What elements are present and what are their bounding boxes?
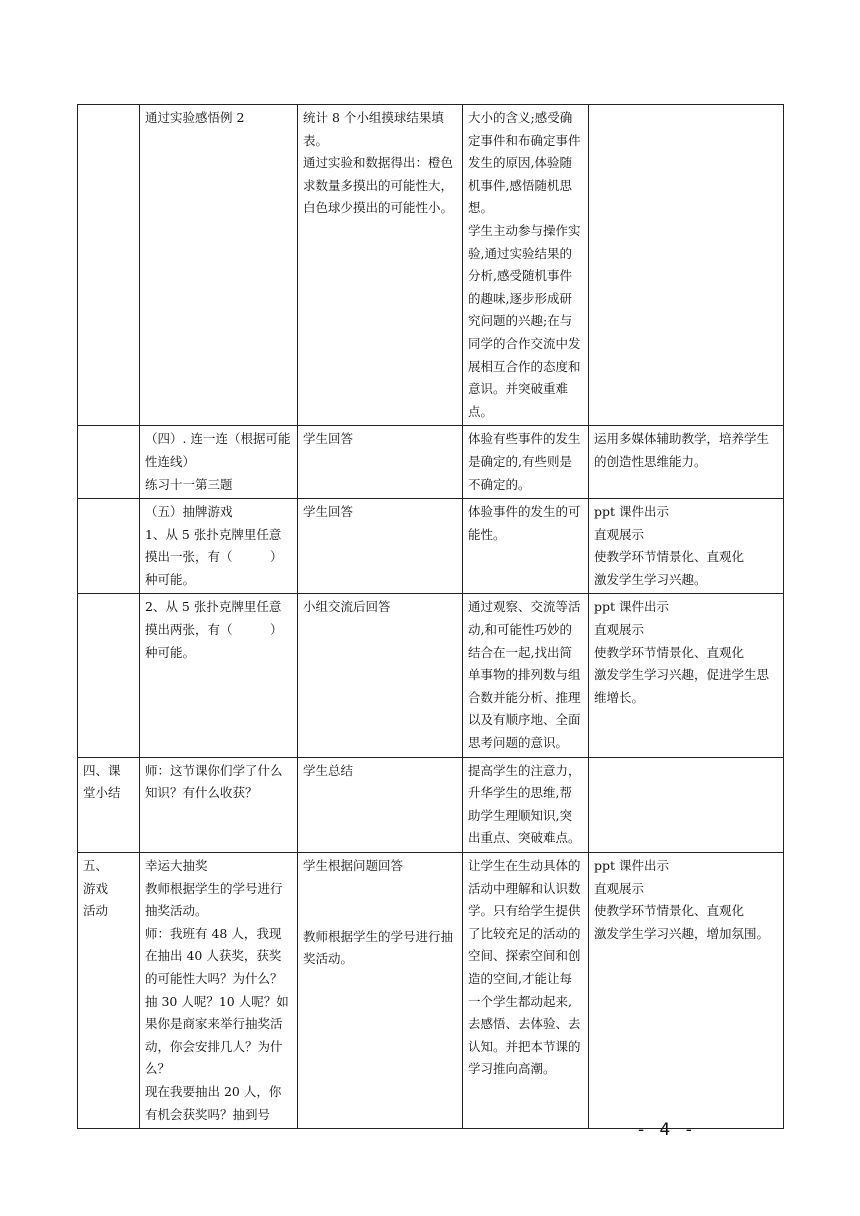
media-cell: 运用多媒体辅助教学，培养学生的创造性思维能力。: [589, 426, 784, 499]
stage-cell: [78, 594, 140, 757]
stage-cell: 五、游戏活动: [78, 853, 140, 1129]
design-intent-cell: 提高学生的注意力，升华学生的思维,帮助学生理顺知识,突出重点、突破难点。: [463, 757, 589, 852]
design-intent-cell: 让学生在生动具体的活动中理解和认识数学。只有给学生提供了比较充足的活动的空间、探索空间和创造的空间,才能让每一个学生都动起来,去感悟、去体验、去认知。并把本节课的学习推向高潮。: [463, 853, 589, 1129]
design-intent-cell: 大小的含义;感受确定事件和布确定事件发生的原因,体验随机事件,感悟随机思想。 学生主动参与操作实验,通过实验结果的分析,感受随机事件的趣味,逐步形成研究问题的兴趣;在与同学的合作交流中发展相互合作的态度和意识。并突破重难点。: [463, 105, 589, 426]
table-row: [78, 499, 784, 594]
table-row: [78, 594, 784, 757]
content-cell: （四）. 连一连（根据可能性连线） 练习十一第三题: [140, 426, 298, 499]
content-cell: 2、从 5 张扑克牌里任意摸出两张，有（ ）种可能。: [140, 594, 298, 757]
lesson-plan-table: [77, 104, 784, 1129]
page-number: - 4 -: [638, 1120, 697, 1140]
content-cell: （五）抽牌游戏 1、从 5 张扑克牌里任意摸出一张，有（ ）种可能。: [140, 499, 298, 594]
content-cell: 师：这节课你们学了什么知识？有什么收获？: [140, 757, 298, 852]
design-intent-cell: 体验事件的发生的可能性。: [463, 499, 589, 594]
stage-cell: 四、课堂小结: [78, 757, 140, 852]
content-cell: 通过实验感悟例 2: [140, 105, 298, 426]
table-row: [78, 426, 784, 499]
stage-cell: [78, 499, 140, 594]
stage-cell: [78, 105, 140, 426]
student-activity-cell: 学生根据问题回答 教师根据学生的学号进行抽奖活动。: [298, 853, 463, 1129]
design-intent-cell: 通过观察、交流等活动,和可能性巧妙的结合在一起,找出简单事物的排列数与组合数并能分析、推理以及有顺序地、全面思考问题的意识。: [463, 594, 589, 757]
stage-cell: [78, 426, 140, 499]
student-activity-cell: 小组交流后回答: [298, 594, 463, 757]
table-row: [78, 853, 784, 1129]
media-cell: ppt 课件出示 直观展示 使教学环节情景化、直观化 激发学生学习兴趣。: [589, 499, 784, 594]
media-cell: ppt 课件出示 直观展示 使教学环节情景化、直观化 激发学生学习兴趣，促进学生思维增长。: [589, 594, 784, 757]
table-row: [78, 105, 784, 426]
student-activity-cell: 学生回答: [298, 499, 463, 594]
content-cell: 幸运大抽奖 教师根据学生的学号进行抽奖活动。 师：我班有 48 人，我现在抽出 40 人获奖，获奖的可能性大吗？为什么？抽 30 人呢？10 人呢？如果你是商家来举行抽奖活动，你会安排几人？为什么？ 现在我要抽出 20 人，你有机会获奖吗？抽到号: [140, 853, 298, 1129]
student-activity-cell: 学生总结: [298, 757, 463, 852]
media-cell: ppt 课件出示 直观展示 使教学环节情景化、直观化 激发学生学习兴趣，增加氛围。: [589, 853, 784, 1129]
design-intent-cell: 体验有些事件的发生是确定的,有些则是不确定的。: [463, 426, 589, 499]
table-row: [78, 757, 784, 852]
media-cell: [589, 757, 784, 852]
student-activity-cell: 学生回答: [298, 426, 463, 499]
media-cell: [589, 105, 784, 426]
student-activity-cell: 统计 8 个小组摸球结果填表。 通过实验和数据得出：橙色求数量多摸出的可能性大，白色球少摸出的可能性小。: [298, 105, 463, 426]
